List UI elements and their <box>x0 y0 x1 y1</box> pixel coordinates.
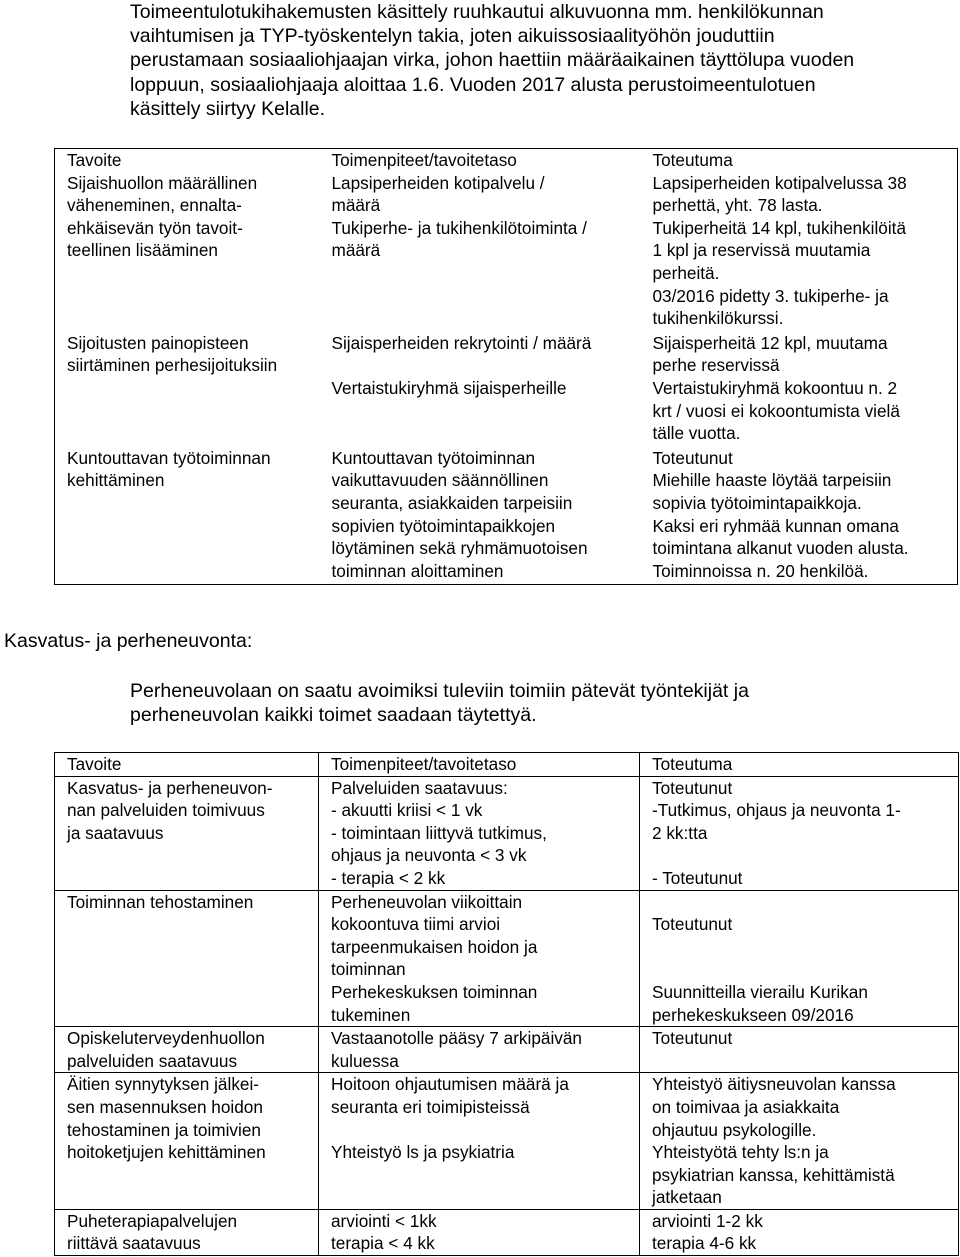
text-line: psykiatrian kanssa, kehittämistä <box>652 1164 895 1185</box>
goals-table-social-services <box>54 148 958 585</box>
cell-toteutuma <box>640 1027 959 1073</box>
cell-tavoite <box>55 172 320 332</box>
text-line: Tukiperheitä 14 kpl, tukihenkilöitä <box>652 217 906 238</box>
text-line: - Toteutunut <box>652 867 743 888</box>
text-line: kehittäminen <box>67 470 165 491</box>
text-line: Miehille haaste löytää tarpeisiin <box>652 470 892 491</box>
text-line: palveluiden saatavuus <box>67 1050 238 1071</box>
table-header-row <box>55 753 959 777</box>
cell-toimenpiteet <box>319 1209 640 1255</box>
header-tavoite: Tavoite <box>67 150 122 170</box>
section-heading: Kasvatus- ja perheneuvonta: <box>4 630 253 652</box>
table-row <box>55 1027 959 1073</box>
cell-tavoite <box>55 1073 319 1210</box>
text-line: Opiskeluterveydenhuollon <box>67 1028 265 1049</box>
text-line: Lapsiperheiden kotipalvelu / <box>331 172 545 193</box>
cell-toimenpiteet <box>319 1027 640 1073</box>
table-row <box>55 890 959 1027</box>
text-line: sopivien työtoimintapaikkojen <box>331 515 556 536</box>
cell-toimenpiteet <box>319 890 640 1027</box>
text-line: perheitä. <box>652 262 720 283</box>
text-line: Kuntouttavan työtoiminnan <box>331 447 536 468</box>
text-line: vaikuttavuuden säännöllinen <box>331 470 549 491</box>
text-line: Vertaistukiryhmä kokoontuu n. 2 <box>652 377 898 398</box>
text-line: tälle vuotta. <box>652 423 741 444</box>
cell-tavoite <box>55 890 319 1027</box>
text-line: määrä <box>331 195 381 216</box>
table-row <box>55 172 958 332</box>
text-line: ohjaus ja neuvonta < 3 vk <box>331 845 527 866</box>
text-line: -Tutkimus, ohjaus ja neuvonta 1- <box>652 800 901 821</box>
text-line: 2 kk:tta <box>652 822 708 843</box>
text-line: Kasvatus- ja perheneuvon- <box>67 777 273 798</box>
text-line: nan palveluiden toimivuus <box>67 800 265 821</box>
text-line: Kaksi eri ryhmää kunnan omana <box>652 515 899 536</box>
text-line: Sijaishuollon määrällinen <box>67 172 258 193</box>
text-line: hoitoketjujen kehittäminen <box>67 1142 266 1163</box>
text-line: krt / vuosi ei kokoontumista vielä <box>652 400 900 421</box>
text-line <box>652 936 958 959</box>
text-line: kuluessa <box>331 1050 399 1071</box>
text-line: väheneminen, ennalta- <box>67 195 242 216</box>
table-header-row <box>55 149 958 172</box>
text-line: Toteutunut <box>652 1028 733 1049</box>
text-line: perhettä, yht. 78 lasta. <box>652 195 823 216</box>
text-line: kokoontuva tiimi arvioi <box>331 914 501 935</box>
cell-tavoite <box>55 1027 319 1073</box>
cell-toteutuma <box>641 172 958 332</box>
text-line: ja saatavuus <box>67 822 164 843</box>
header-tavoite: Tavoite <box>55 753 319 777</box>
cell-toteutuma <box>641 447 958 585</box>
cell-tavoite <box>55 1209 319 1255</box>
text-line: Toiminnan tehostaminen <box>67 891 254 912</box>
text-line: - toimintaan liittyvä tutkimus, <box>331 822 547 843</box>
text-line: 03/2016 pidetty 3. tukiperhe- ja <box>652 285 889 306</box>
cell-tavoite <box>55 447 320 585</box>
text-line: terapia 4-6 kk <box>652 1233 757 1254</box>
text-line <box>332 354 641 377</box>
text-line: perustamaan sosiaaliohjaajan virka, johon haettiin määräaikainen täyttölupa vuoden <box>130 49 855 72</box>
text-line <box>652 844 958 867</box>
text-line: Palveluiden saatavuus: <box>331 777 508 798</box>
text-line: Perheneuvolan viikoittain <box>331 891 523 912</box>
intro-paragraph <box>130 0 854 121</box>
text-line: tukihenkilökurssi. <box>652 308 784 329</box>
text-line: seuranta eri toimipisteissä <box>331 1096 530 1117</box>
text-line: toimintana alkanut vuoden alusta. <box>652 538 909 559</box>
text-line: toiminnan aloittaminen <box>331 560 504 581</box>
text-line: Perhekeskuksen toiminnan <box>331 981 538 1002</box>
text-line: on toimivaa ja asiakkaita <box>652 1096 840 1117</box>
text-line: ehkäisevän työn tavoit- <box>67 217 243 238</box>
cell-toimenpiteet <box>320 332 641 447</box>
text-line: Suunnitteilla vierailu Kurikan <box>652 981 868 1002</box>
cell-toimenpiteet <box>319 1073 640 1210</box>
text-line: Tukiperhe- ja tukihenkilötoiminta / <box>331 217 587 238</box>
text-line: - terapia < 2 kk <box>331 867 446 888</box>
cell-toteutuma <box>640 1209 959 1255</box>
text-line: Toiminnoissa n. 20 henkilöä. <box>652 560 869 581</box>
text-line: Toteutunut <box>652 777 733 798</box>
text-line: Sijaisperheitä 12 kpl, muutama <box>652 332 888 353</box>
perheneuvonta-paragraph <box>130 679 749 727</box>
text-line: jatketaan <box>652 1187 722 1208</box>
text-line <box>652 958 958 981</box>
header-toteutuma: Toteutuma <box>640 753 959 777</box>
text-line: sopivia työtoimintapaikkoja. <box>652 492 862 513</box>
text-line: tehostaminen ja toimivien <box>67 1119 261 1140</box>
text-line: Sijoitusten painopisteen <box>67 332 249 353</box>
cell-toteutuma <box>640 890 959 1027</box>
text-line: Sijaisperheiden rekrytointi / määrä <box>331 332 592 353</box>
text-line: perhe reservissä <box>652 355 780 376</box>
text-line: ohjautuu psykologille. <box>652 1119 817 1140</box>
text-line: Yhteistyö ls ja psykiatria <box>331 1142 515 1163</box>
text-line: löytäminen sekä ryhmämuotoisen <box>331 538 588 559</box>
text-line: Perheneuvolaan on saatu avoimiksi tuleviin toimiin pätevät työntekijät ja <box>130 680 749 702</box>
text-line: Toteutunut <box>652 447 733 468</box>
text-line <box>652 891 958 914</box>
text-line: Yhteistyö äitiysneuvolan kanssa <box>652 1074 896 1095</box>
text-line: loppuun, sosiaaliohjaaja aloittaa 1.6. Vuoden 2017 alusta perustoimeentulotuen <box>130 73 816 96</box>
text-line: Lapsiperheiden kotipalvelussa 38 <box>652 172 907 193</box>
text-line: käsittely siirtyy Kelalle. <box>130 97 326 120</box>
text-line: perheneuvolan kaikki toimet saadaan täytettyä. <box>130 704 537 727</box>
table-row <box>55 447 958 585</box>
text-line: Toimeentulotukihakemusten käsittely ruuhkautui alkuvuonna mm. henkilökunnan <box>130 1 824 23</box>
text-line: terapia < 4 kk <box>331 1233 435 1254</box>
text-line: tarpeenmukaisen hoidon ja <box>331 936 538 957</box>
text-line: Hoitoon ohjautumisen määrä ja <box>331 1074 569 1095</box>
text-line: Vastaanotolle pääsy 7 arkipäivän <box>331 1028 582 1049</box>
text-line: perhekeskukseen 09/2016 <box>652 1004 854 1025</box>
table-row <box>55 332 958 447</box>
table-row <box>55 1209 959 1255</box>
text-line: sen masennuksen hoidon <box>67 1096 263 1117</box>
text-line: seuranta, asiakkaiden tarpeisiin <box>331 492 573 513</box>
text-line: teellinen lisääminen <box>67 240 218 261</box>
goals-table-family-counselling <box>54 752 959 1256</box>
text-line: 1 kpl ja reservissä muutamia <box>652 240 871 261</box>
text-line: arviointi 1-2 kk <box>652 1210 763 1231</box>
text-line: tukeminen <box>331 1004 411 1025</box>
cell-toteutuma <box>640 1073 959 1210</box>
text-line: toiminnan <box>331 959 406 980</box>
text-line: Puheterapiapalvelujen <box>67 1210 238 1231</box>
text-line: Toteutunut <box>652 914 733 935</box>
text-line: Äitien synnytyksen jälkei- <box>67 1074 260 1095</box>
header-toteutuma: Toteutuma <box>652 150 733 170</box>
header-toimenpiteet: Toimenpiteet/tavoitetaso <box>319 753 640 777</box>
cell-toimenpiteet <box>320 172 641 332</box>
cell-toteutuma <box>641 332 958 447</box>
header-toimenpiteet: Toimenpiteet/tavoitetaso <box>331 150 517 170</box>
cell-toimenpiteet <box>320 447 641 585</box>
text-line: arviointi < 1kk <box>331 1210 437 1231</box>
text-line: - akuutti kriisi < 1 vk <box>331 800 483 821</box>
text-line: Yhteistyötä tehty ls:n ja <box>652 1142 829 1163</box>
table-row <box>55 1073 959 1210</box>
text-line: vaihtumisen ja TYP-työskentelyn takia, joten aikuissosiaalityöhön jouduttiin <box>130 25 775 48</box>
table-row <box>55 776 959 890</box>
text-line <box>331 1119 639 1142</box>
cell-tavoite <box>55 776 319 890</box>
text-line: Vertaistukiryhmä sijaisperheille <box>331 377 567 398</box>
cell-toteutuma <box>640 776 959 890</box>
cell-toimenpiteet <box>319 776 640 890</box>
text-line: riittävä saatavuus <box>67 1233 201 1254</box>
text-line: siirtäminen perhesijoituksiin <box>67 355 278 376</box>
text-line: Kuntouttavan työtoiminnan <box>67 447 271 468</box>
text-line: määrä <box>331 240 381 261</box>
cell-tavoite <box>55 332 320 447</box>
